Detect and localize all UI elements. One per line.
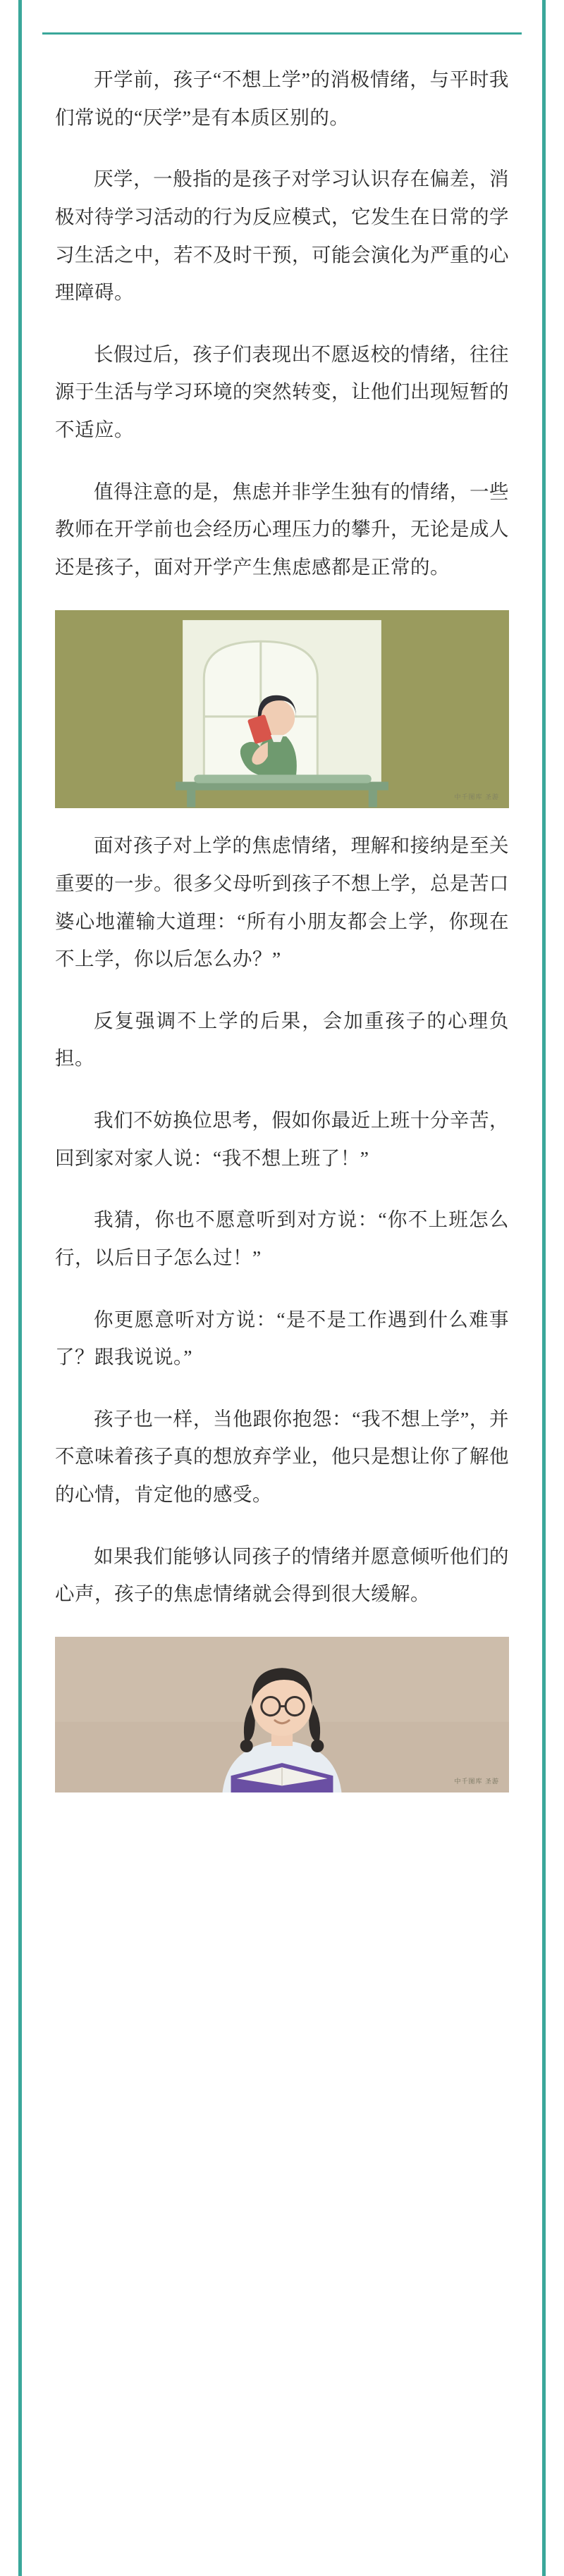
illustration-window-reading [55, 610, 509, 809]
paragraph: 值得注意的是，焦虑并非学生独有的情绪，一些教师在开学前也会经历心理压力的攀升，无论是成人还是孩子，面对开学产生焦虑感都是正常的。 [55, 480, 509, 578]
paragraph: 面对孩子对上学的焦虑情绪，理解和接纳是至关重要的一步。很多父母听到孩子不想上学，总是苦口婆心地灌输大道理：“所有小朋友都会上学，你现在不上学，你以后怎么办？” [55, 834, 509, 970]
paragraph: 开学前，孩子“不想上学”的消极情绪，与平时我们常说的“厌学”是有本质区别的。 [55, 68, 509, 128]
paragraph: 我猜，你也不愿意听到对方说：“你不上班怎么行，以后日子怎么过！” [55, 1208, 509, 1268]
illustration-reading-glasses [55, 1637, 509, 1792]
paragraph: 孩子也一样，当他跟你抱怨：“我不想上学”，并不意味着孩子真的想放弃学业，他只是想让你了解他的心情，肯定他的感受。 [55, 1407, 509, 1505]
figure-girl-reading-book [55, 1637, 509, 1792]
paragraph: 如果我们能够认同孩子的情绪并愿意倾听他们的心声，孩子的焦虑情绪就会得到很大缓解。 [55, 1544, 509, 1605]
figure-girl-reading-by-window [55, 610, 509, 809]
figure-credit: 中千图库 圣游 [454, 793, 499, 801]
paragraph: 长假过后，孩子们表现出不愿返校的情绪，往往源于生活与学习环境的突然转变，让他们出现短暂的不适应。 [55, 342, 509, 440]
paragraph: 厌学，一般指的是孩子对学习认识存在偏差，消极对待学习活动的行为反应模式，它发生在日常的学习生活之中，若不及时干预，可能会演化为严重的心理障碍。 [55, 168, 509, 304]
paragraph: 你更愿意听对方说：“是不是工作遇到什么难事了？跟我说说。” [55, 1308, 509, 1368]
paragraph: 反复强调不上学的后果，会加重孩子的心理负担。 [55, 1009, 509, 1070]
figure-credit: 中千图库 圣游 [454, 1778, 499, 1785]
paragraph: 我们不妨换位思考，假如你最近上班十分辛苦，回到家对家人说：“我不想上班了！” [55, 1109, 509, 1169]
